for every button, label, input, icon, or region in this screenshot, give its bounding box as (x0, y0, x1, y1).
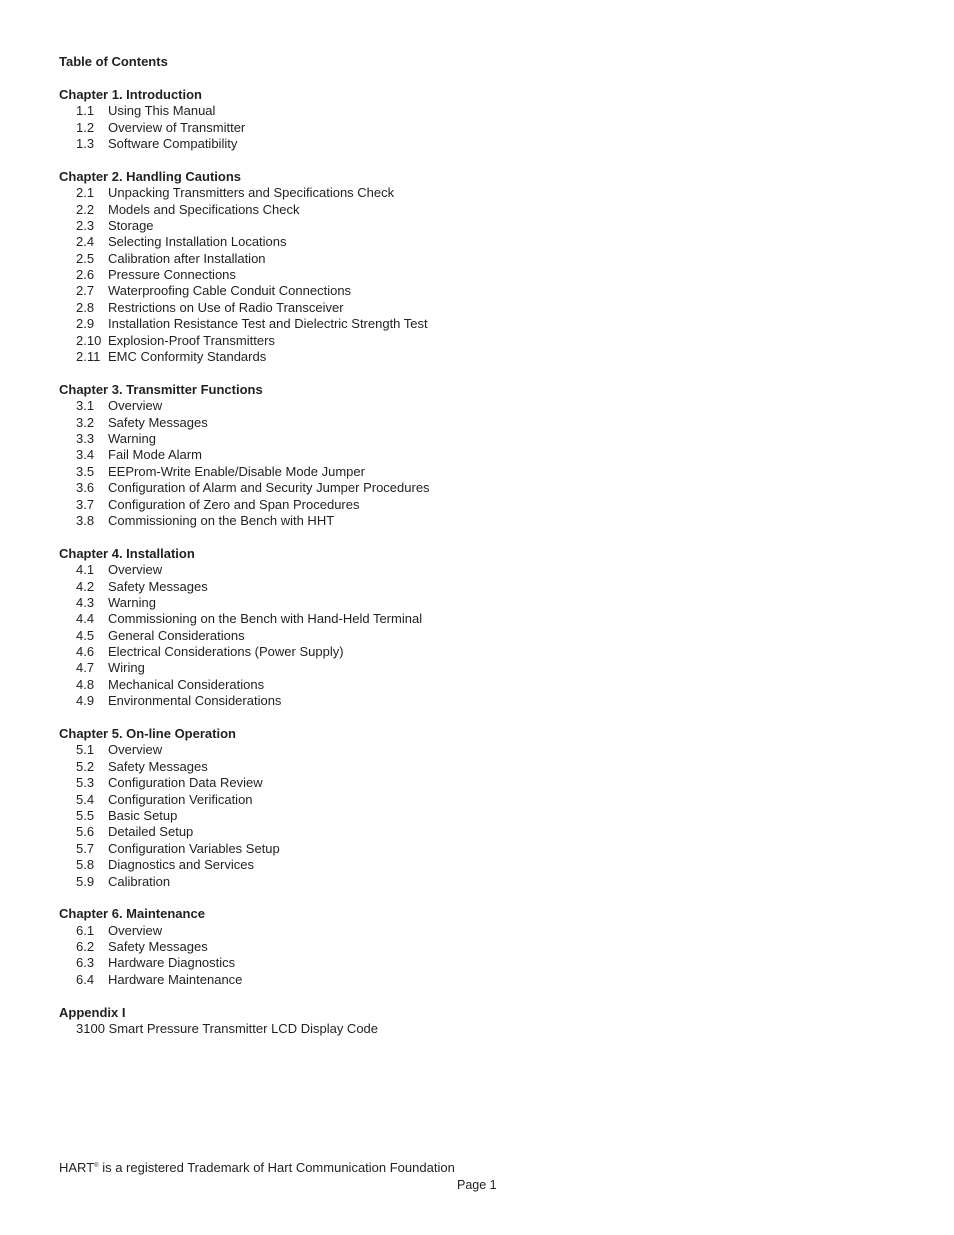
toc-entry-title: Software Compatibility (108, 135, 238, 151)
toc-entry-title: EEProm-Write Enable/Disable Mode Jumper (108, 463, 365, 479)
toc-entry-title: Warning (108, 430, 156, 446)
toc-entry-title: Configuration of Zero and Span Procedures (108, 496, 360, 512)
toc-entry-title: Models and Specifications Check (108, 201, 300, 217)
toc-entry-number: 5.4 (76, 791, 95, 807)
toc-entry-title: Configuration Data Review (108, 775, 263, 791)
toc-entry-number: 2.2 (76, 201, 95, 217)
trademark-name: HART (59, 1160, 95, 1175)
toc-entry-title: Warning (108, 594, 156, 610)
toc-entry-title: Hardware Diagnostics (108, 955, 236, 971)
toc-entry (59, 103, 659, 119)
page-number: Page 1 (457, 1178, 497, 1192)
toc-entry-title: Safety Messages (108, 758, 208, 774)
toc-entry (59, 644, 659, 660)
toc-entry-title: Mechanical Considerations (108, 676, 265, 692)
toc-entry (59, 923, 659, 939)
toc-entry-number: 1.1 (76, 103, 95, 119)
toc-entry (59, 464, 659, 480)
toc-entry-number: 4.3 (76, 594, 95, 610)
toc-entry-number: 3.2 (76, 414, 95, 430)
toc-entry-number: 2.7 (76, 283, 95, 299)
toc-entry-number: 4.2 (76, 578, 95, 594)
toc-entry (59, 660, 659, 676)
toc-entry (59, 218, 659, 234)
chapter-section (59, 87, 659, 153)
toc-entry (59, 792, 659, 808)
toc-entry-number: 3.4 (76, 447, 95, 463)
toc-entry-number: 3.7 (76, 496, 95, 512)
chapter-section (59, 382, 659, 530)
toc-entry (59, 759, 659, 775)
toc-entry (59, 677, 659, 693)
toc-entry-number: 2.6 (76, 267, 95, 283)
toc-entry-title: Pressure Connections (108, 267, 236, 283)
toc-entry-title: Overview of Transmitter (108, 119, 246, 135)
toc-entry-number: 4.6 (76, 644, 95, 660)
toc-entry-title: Configuration Variables Setup (108, 840, 280, 856)
toc-entry-title: Configuration Verification (108, 791, 253, 807)
trademark-text: is a registered Trademark of Hart Communication Foundation (98, 1160, 455, 1175)
chapter-heading: Chapter 5. On-line Operation (59, 726, 236, 742)
toc-entry (59, 939, 659, 955)
toc-entry (59, 333, 659, 349)
toc-entry-title: Installation Resistance Test and Dielectric Strength Test (108, 316, 428, 332)
toc-entry (59, 300, 659, 316)
toc-entry-title: Wiring (108, 660, 145, 676)
toc-entry-title: Detailed Setup (108, 824, 194, 840)
toc-entry (59, 841, 659, 857)
toc-entry-number: 2.10 (76, 332, 102, 348)
toc-entry-number: 1.2 (76, 119, 95, 135)
toc-entry-title: Overview (108, 562, 163, 578)
chapter-heading: Chapter 3. Transmitter Functions (59, 381, 263, 397)
toc-entry (59, 316, 659, 332)
toc-entry-number: 3.5 (76, 463, 95, 479)
toc-entry-number: 5.6 (76, 824, 95, 840)
chapter-section (59, 169, 659, 366)
chapter-section (59, 906, 659, 988)
toc-entry-number: 5.2 (76, 758, 95, 774)
toc-entry-number: 4.8 (76, 676, 95, 692)
toc-entry-number: 2.4 (76, 234, 95, 250)
toc-entry (59, 202, 659, 218)
toc-entry-title: Storage (108, 217, 154, 233)
toc-entry (59, 824, 659, 840)
table-of-contents (59, 54, 659, 1054)
toc-entry-number: 3.6 (76, 480, 95, 496)
toc-entry (59, 283, 659, 299)
toc-entry (59, 398, 659, 414)
toc-entry-number: 6.1 (76, 922, 95, 938)
toc-entry-title: Using This Manual (108, 103, 216, 119)
toc-entry-number: 4.4 (76, 611, 95, 627)
toc-entry (59, 972, 659, 988)
toc-entry (59, 955, 659, 971)
toc-entry-title: Overview (108, 742, 163, 758)
toc-entry-title: Overview (108, 922, 163, 938)
toc-entry (59, 742, 659, 758)
toc-entry-number: 2.9 (76, 316, 95, 332)
toc-entry-number: 5.9 (76, 873, 95, 889)
toc-entry-number: 3.1 (76, 398, 95, 414)
appendix-section (59, 1005, 659, 1038)
toc-entry-number: 3.3 (76, 430, 95, 446)
toc-entry-number: 2.8 (76, 299, 95, 315)
toc-entry-title: Environmental Considerations (108, 693, 282, 709)
toc-entry-title: Calibration (108, 873, 171, 889)
toc-entry (59, 857, 659, 873)
appendix-heading: Appendix I (59, 1004, 126, 1020)
toc-entry-number: 4.7 (76, 660, 95, 676)
toc-entry-title: Explosion-Proof Transmitters (108, 332, 275, 348)
toc-entry-title: Waterproofing Cable Conduit Connections (108, 283, 352, 299)
chapter-heading: Chapter 2. Handling Cautions (59, 168, 242, 184)
toc-entry-title: Overview (108, 398, 163, 414)
toc-entry (59, 775, 659, 791)
toc-entry-title: Commissioning on the Bench with Hand-Held Terminal (108, 611, 423, 627)
toc-entry-number: 6.2 (76, 939, 95, 955)
toc-entry-number: 6.3 (76, 955, 95, 971)
toc-entry-number: 5.7 (76, 840, 95, 856)
chapter-heading: Chapter 1. Introduction (59, 86, 202, 102)
toc-entry-title: Fail Mode Alarm (108, 447, 202, 463)
toc-entry-title: General Considerations (108, 627, 245, 643)
toc-entry (59, 120, 659, 136)
toc-entry (59, 808, 659, 824)
toc-entry-number: 1.3 (76, 135, 95, 151)
toc-entry (59, 447, 659, 463)
toc-entry (59, 431, 659, 447)
toc-entry (59, 513, 659, 529)
toc-title: Table of Contents (59, 54, 168, 69)
toc-entry (59, 349, 659, 365)
toc-entry (59, 136, 659, 152)
toc-entry (59, 562, 659, 578)
toc-entry-title: Unpacking Transmitters and Specifications Check (108, 185, 395, 201)
toc-entry (59, 251, 659, 267)
toc-entry (59, 874, 659, 890)
toc-entry-title: Configuration of Alarm and Security Jumper Procedures (108, 480, 430, 496)
toc-entry-number: 5.1 (76, 742, 95, 758)
toc-entry-title: Basic Setup (108, 807, 178, 823)
registered-mark: ® (94, 1163, 99, 1169)
toc-entry-title: Selecting Installation Locations (108, 234, 287, 250)
trademark-notice (59, 1160, 455, 1176)
toc-entry-title: Hardware Maintenance (108, 971, 243, 987)
appendix-entry: 3100 Smart Pressure Transmitter LCD Display Code (76, 1021, 379, 1037)
toc-entry-number: 4.9 (76, 693, 95, 709)
toc-entry-title: Calibration after Installation (108, 250, 266, 266)
toc-entry-number: 2.3 (76, 217, 95, 233)
toc-entry-number: 2.11 (76, 349, 101, 365)
toc-entry-number: 2.1 (76, 185, 95, 201)
toc-entry-number: 2.5 (76, 250, 95, 266)
toc-entry-title: Electrical Considerations (Power Supply) (108, 644, 344, 660)
toc-entry-number: 5.8 (76, 857, 95, 873)
toc-entry-title: EMC Conformity Standards (108, 349, 267, 365)
toc-entry (59, 497, 659, 513)
toc-entry-title: Restrictions on Use of Radio Transceiver (108, 299, 344, 315)
toc-entry-number: 3.8 (76, 512, 95, 528)
chapter-section (59, 726, 659, 890)
chapter-heading: Chapter 6. Maintenance (59, 906, 205, 922)
toc-entry (59, 234, 659, 250)
toc-entry-number: 4.1 (76, 562, 95, 578)
chapter-section (59, 546, 659, 710)
toc-entry-title: Safety Messages (108, 939, 208, 955)
toc-entry (59, 267, 659, 283)
toc-entry (59, 185, 659, 201)
toc-entry-number: 4.5 (76, 627, 95, 643)
toc-entry (59, 579, 659, 595)
toc-entry (59, 480, 659, 496)
toc-entry-number: 5.5 (76, 807, 95, 823)
toc-entry (59, 415, 659, 431)
toc-entry (59, 628, 659, 644)
toc-entry (59, 693, 659, 709)
chapter-heading: Chapter 4. Installation (59, 545, 195, 561)
toc-entry (59, 611, 659, 627)
toc-entry-title: Diagnostics and Services (108, 857, 254, 873)
toc-entry-title: Commissioning on the Bench with HHT (108, 512, 335, 528)
toc-entry (59, 595, 659, 611)
toc-entry-number: 6.4 (76, 971, 95, 987)
toc-chapters (59, 87, 659, 988)
toc-entry-title: Safety Messages (108, 578, 208, 594)
toc-entry-title: Safety Messages (108, 414, 208, 430)
toc-entry-number: 5.3 (76, 775, 95, 791)
